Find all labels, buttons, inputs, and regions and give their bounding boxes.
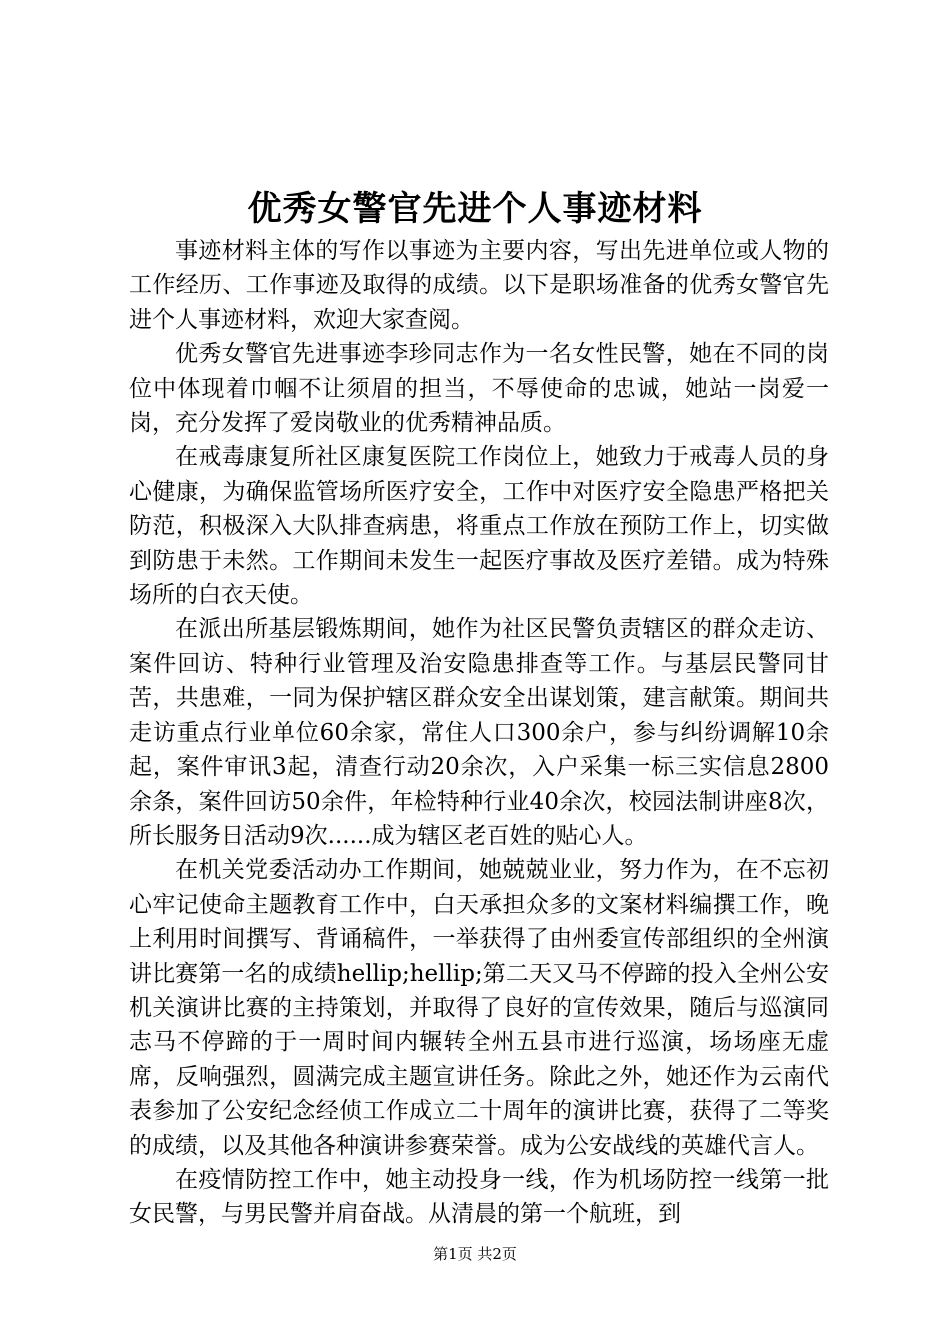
paragraph: 优秀女警官先进事迹李珍同志作为一名女性民警，她在不同的岗位中体现着巾帼不让须眉的担当，不辱使命的忠诚，她站一岗爱一岗，充分发挥了爱岗敬业的优秀精神品质。 [129,341,829,437]
document-body [129,234,829,1232]
paragraph: 在机关党委活动办工作期间，她兢兢业业，努力作为，在不忘初心牢记使命主题教育工作中，白天承担众多的文案材料编撰工作，晚上利用时间撰写、背诵稿件，一举获得了由州委宣传部组织的全州演讲比赛第一名的成绩hellip;hellip;第二天又马不停蹄的投入全州公安机关演讲比赛的主持策划，并取得了良好的宣传效果，随后与巡演同志马不停蹄的于一周时间内辗转全州五县市进行巡演，场场座无虚席，反响强烈，圆满完成主题宣讲任务。除此之外，她还作为云南代表参加了公安纪念经侦工作成立二十周年的演讲比赛，获得了二等奖的成绩，以及其他各种演讲参赛荣誉。成为公安战线的英雄代言人。 [129,857,829,1159]
paragraph: 在派出所基层锻炼期间，她作为社区民警负责辖区的群众走访、案件回访、特种行业管理及治安隐患排查等工作。与基层民警同甘苦，共患难，一同为保护辖区群众安全出谋划策，建言献策。期间共走访重点行业单位60余家，常住人口300余户，参与纠纷调解10余起，案件审讯3起，清查行动20余次，入户采集一标三实信息2800余条，案件回访50余件，年检特种行业40余次，校园法制讲座8次，所长服务日活动9次......成为辖区老百姓的贴心人。 [129,616,829,849]
page-footer: 第1页 共2页 [433,1245,517,1263]
paragraph: 事迹材料主体的写作以事迹为主要内容，写出先进单位或人物的工作经历、工作事迹及取得的成绩。以下是职场准备的优秀女警官先进个人事迹材料，欢迎大家查阅。 [129,238,829,333]
paragraph: 在疫情防控工作中，她主动投身一线，作为机场防控一线第一批女民警，与男民警并肩奋战。从清晨的第一个航班，到 [129,1166,829,1228]
document-title: 优秀女警官先进个人事迹材料 [247,189,703,229]
paragraph: 在戒毒康复所社区康复医院工作岗位上，她致力于戒毒人员的身心健康，为确保监管场所医疗安全，工作中对医疗安全隐患严格把关防范，积极深入大队排查病患，将重点工作放在预防工作上，切实做到防患于未然。工作期间未发生一起医疗事故及医疗差错。成为特殊场所的白衣天使。 [129,444,829,609]
